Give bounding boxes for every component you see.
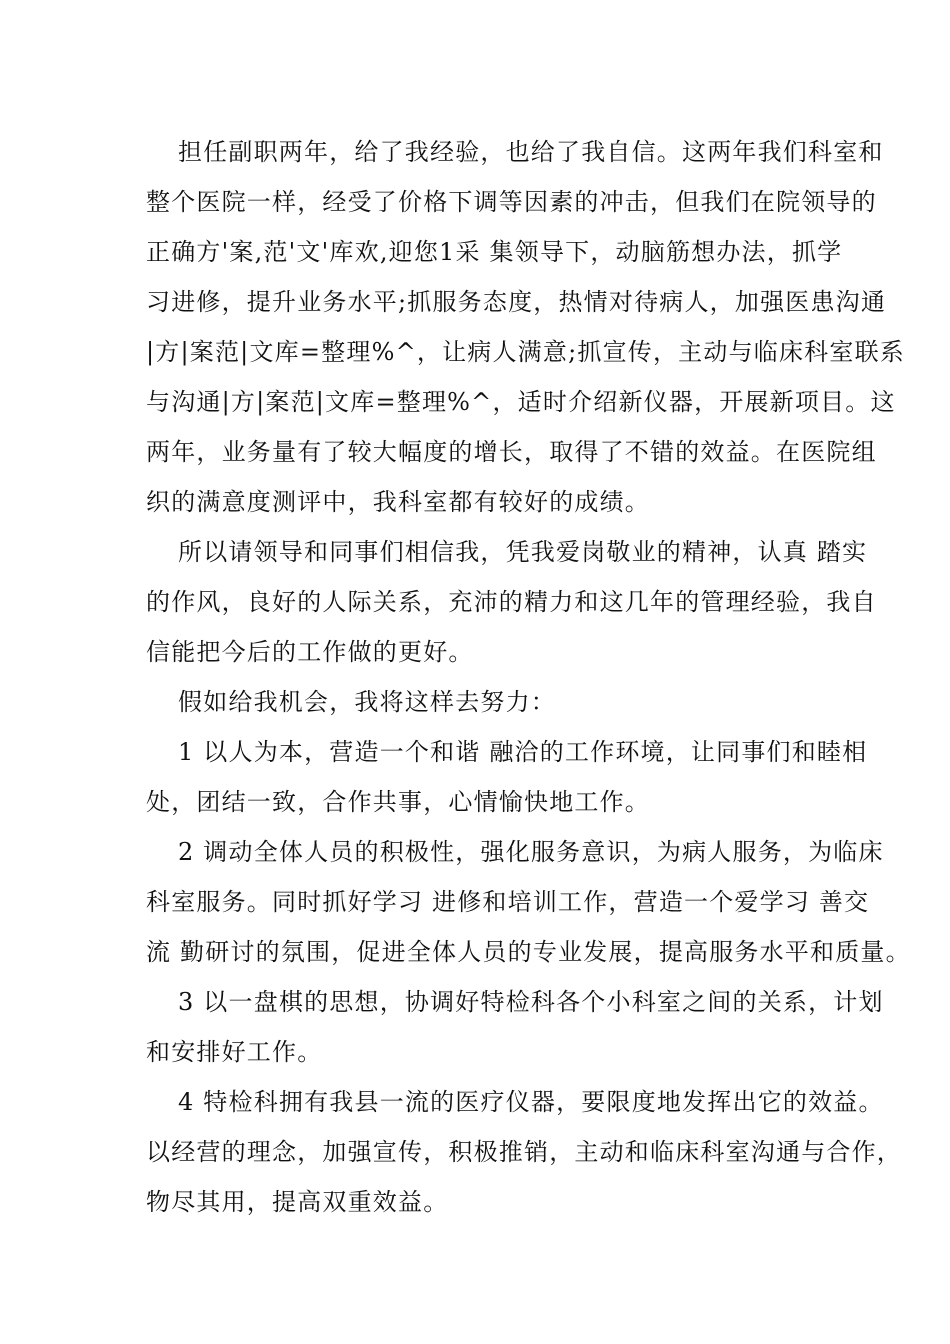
- text-line: 正确方'案,范'文'库欢,迎您1采 集领导下，动脑筋想办法，抓学: [146, 238, 843, 266]
- text-line: 习进修，提升业务水平;抓服务态度，热情对待病人，加强医患沟通: [146, 288, 887, 316]
- text-line: 物尽其用，提高双重效益。: [146, 1188, 449, 1216]
- text-line: 假如给我机会，我将这样去努力：: [178, 688, 556, 716]
- text-line: 4 特检科拥有我县一流的医疗仪器，要限度地发挥出它的效益。: [178, 1088, 884, 1116]
- text-line: 担任副职两年，给了我经验，也给了我自信。这两年我们科室和: [178, 138, 884, 166]
- text-line: 科室服务。同时抓好学习 进修和培训工作，营造一个爱学习 善交: [146, 888, 870, 916]
- text-line: 以经营的理念，加强宣传，积极推销，主动和临床科室沟通与合作，: [146, 1138, 902, 1166]
- text-line: 1 以人为本，营造一个和谐 融洽的工作环境，让同事们和睦相: [178, 738, 868, 766]
- text-line: 3 以一盘棋的思想，协调好特检科各个小科室之间的关系，计划: [178, 988, 884, 1016]
- text-line: 信能把今后的工作做的更好。: [146, 638, 474, 666]
- text-line: 流 勤研讨的氛围，促进全体人员的专业发展，提高服务水平和质量。: [146, 938, 911, 966]
- text-line: 两年，业务量有了较大幅度的增长，取得了不错的效益。在医院组: [146, 438, 877, 466]
- text-line: 2 调动全体人员的积极性，强化服务意识，为病人服务，为临床: [178, 838, 884, 866]
- text-line: 与沟通|方|案范|文库=整理%^，适时介绍新仪器，开展新项目。这: [146, 388, 896, 416]
- text-line: 和安排好工作。: [146, 1038, 323, 1066]
- text-line: 处，团结一致，合作共事，心情愉快地工作。: [146, 788, 650, 816]
- text-line: 的作风，良好的人际关系，充沛的精力和这几年的管理经验，我自: [146, 588, 877, 616]
- text-line: 整个医院一样，经受了价格下调等因素的冲击，但我们在院领导的: [146, 188, 877, 216]
- text-line: 织的满意度测评中，我科室都有较好的成绩。: [146, 488, 650, 516]
- text-line: 所以请领导和同事们相信我，凭我爱岗敬业的精神，认真 踏实: [178, 538, 868, 566]
- text-line: |方|案范|文库=整理%^，让病人满意;抓宣传，主动与临床科室联系: [146, 338, 905, 366]
